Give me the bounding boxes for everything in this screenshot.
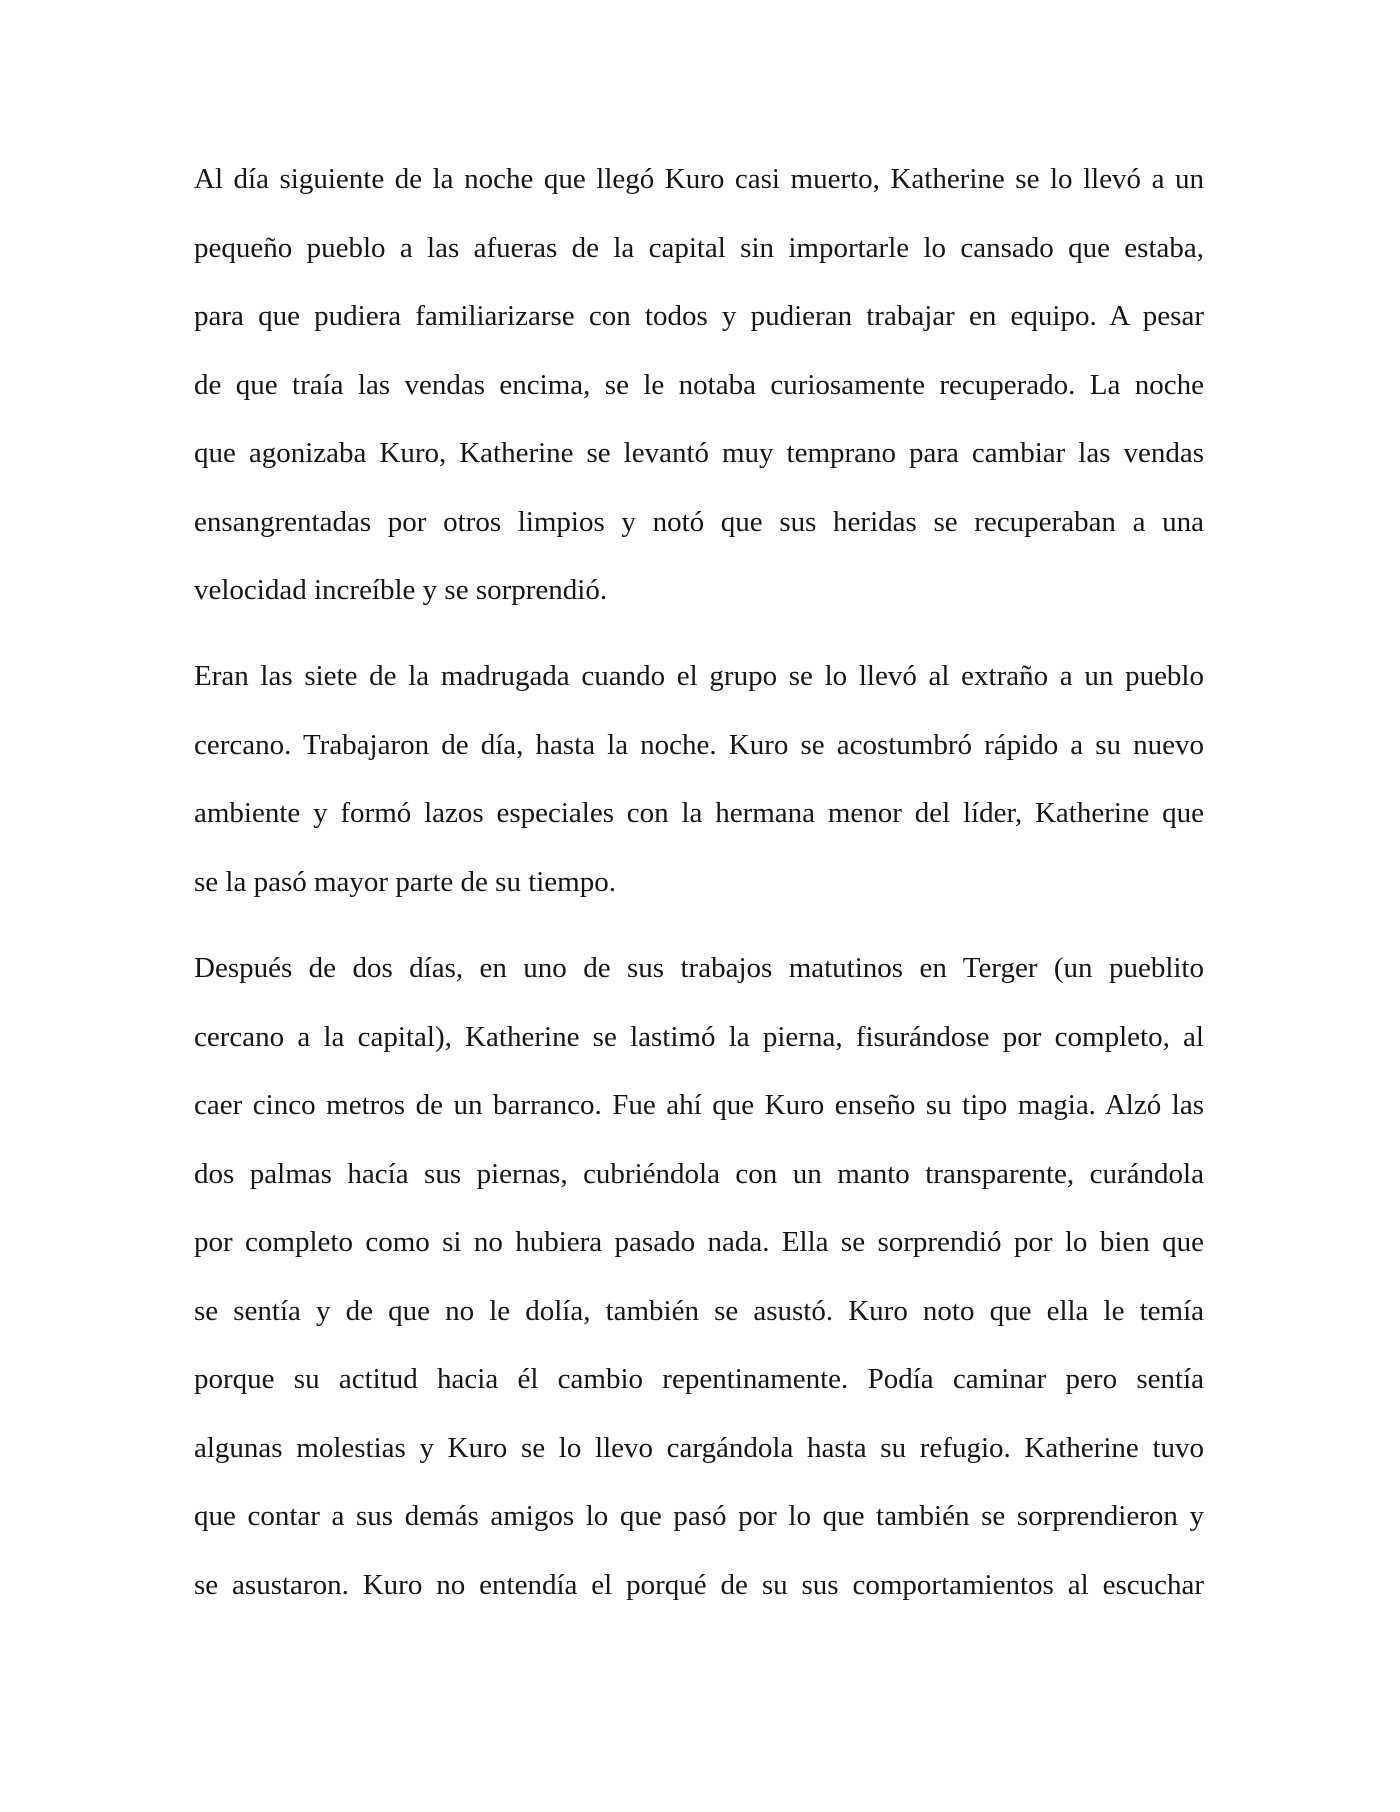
paragraph-line: que agonizaba Kuro, Katherine se levantó muy temprano para cambiar las vendas: [194, 437, 1204, 469]
paragraph-line: se sentía y de que no le dolía, también se asustó. Kuro noto que ella le temía: [194, 1294, 1204, 1327]
paragraph-line: se asustaron. Kuro no entendía el porqué de su sus comportamientos al escuchar: [194, 1568, 1204, 1601]
paragraph-line: Eran las siete de la madrugada cuando el grupo se lo llevó al extraño a un pueblo: [194, 660, 1204, 692]
paragraph-line: velocidad increíble y se sorprendió.: [194, 574, 608, 606]
paragraph-3: [194, 934, 1204, 1619]
paragraph-line: que contar a sus demás amigos lo que pasó por lo que también se sorprendieron y: [194, 1500, 1204, 1532]
paragraph-line: cercano. Trabajaron de día, hasta la noche. Kuro se acostumbró rápido a su nuevo: [194, 728, 1204, 761]
paragraph-2: [194, 642, 1204, 916]
paragraph-line: Al día siguiente de la noche que llegó Kuro casi muerto, Katherine se lo llevó a un: [194, 163, 1204, 195]
paragraph-line: para que pudiera familiarizarse con todos y pudieran trabajar en equipo. A pesar: [194, 300, 1204, 332]
paragraph-1: [194, 145, 1204, 625]
paragraph-line: dos palmas hacía sus piernas, cubriéndola con un manto transparente, curándola: [194, 1157, 1204, 1190]
paragraph-line: se la pasó mayor parte de su tiempo.: [194, 865, 616, 898]
paragraph-line: de que traía las vendas encima, se le notaba curiosamente recuperado. La noche: [194, 368, 1204, 401]
paragraph-line: por completo como si no hubiera pasado nada. Ella se sorprendió por lo bien que: [194, 1226, 1204, 1258]
paragraph-line: cercano a la capital), Katherine se lastimó la pierna, fisurándose por completo, al: [194, 1020, 1204, 1053]
paragraph-line: Después de dos días, en uno de sus trabajos matutinos en Terger (un pueblito: [194, 952, 1204, 984]
paragraph-line: algunas molestias y Kuro se lo llevo cargándola hasta su refugio. Katherine tuvo: [194, 1431, 1204, 1464]
paragraph-line: pequeño pueblo a las afueras de la capital sin importarle lo cansado que estaba,: [194, 231, 1204, 264]
paragraph-line: porque su actitud hacia él cambio repentinamente. Podía caminar pero sentía: [194, 1363, 1204, 1395]
paragraph-line: ensangrentadas por otros limpios y notó que sus heridas se recuperaban a una: [194, 505, 1204, 538]
paragraph-line: caer cinco metros de un barranco. Fue ahí que Kuro enseño su tipo magia. Alzó las: [194, 1089, 1204, 1121]
paragraph-line: ambiente y formó lazos especiales con la hermana menor del líder, Katherine que: [194, 797, 1204, 829]
